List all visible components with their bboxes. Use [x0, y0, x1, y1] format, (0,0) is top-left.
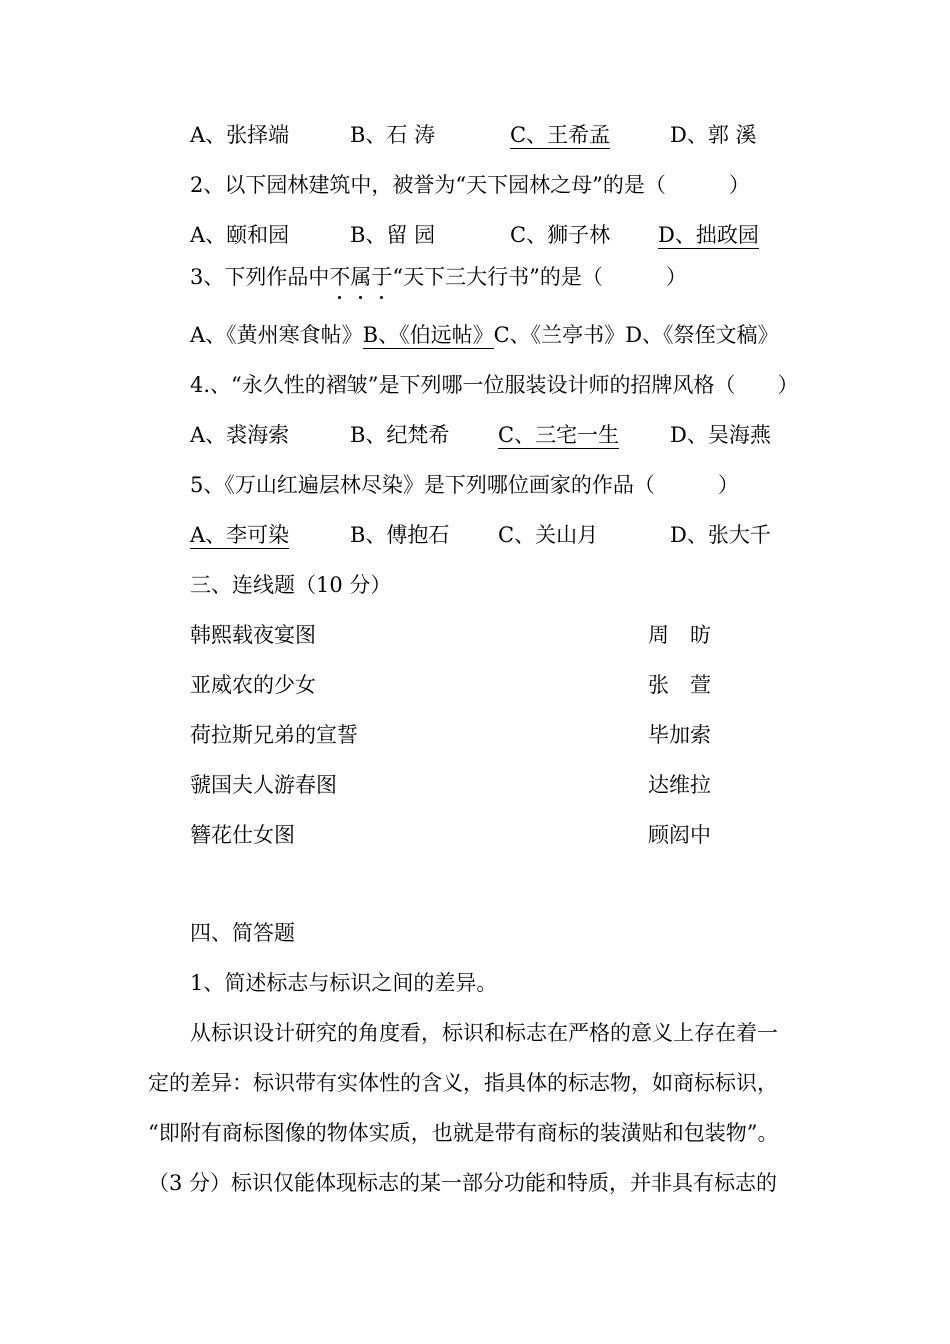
match-left-item: 簪花仕女图 [190, 823, 295, 847]
q3-option-d: D、《祭侄文稿》 [625, 323, 779, 347]
match-right-item: 张 萱 [648, 673, 711, 697]
answer-line: “即附有商标图像的物体实质，也就是带有商标的装潢贴和包装物”。 [148, 1121, 779, 1145]
answer-line: 定的差异：标识带有实体性的含义，指具体的标志物，如商标标识， [148, 1071, 778, 1095]
section4-question-1: 1、简述标志与标识之间的差异。 [190, 971, 498, 995]
q3-option-a: A、《黄州寒食帖》 [190, 323, 363, 347]
q3-stem-emphasis-text: 不属于 [329, 265, 393, 289]
q5-option-d: D、张大千 [670, 523, 771, 547]
q1-option-c [510, 120, 610, 150]
q1-option-d: D、郭 溪 [670, 123, 757, 147]
q3-stem [190, 262, 687, 292]
q1-option-b: B、石 涛 [350, 123, 436, 147]
match-left-item: 虢国夫人游春图 [190, 773, 337, 797]
q4-answer-underline: C、三宅一生 [498, 423, 620, 447]
q2-option-a: A、颐和园 [190, 223, 290, 247]
match-left-item: 韩熙载夜宴图 [190, 623, 316, 647]
emphasis-dot [380, 296, 383, 299]
match-right-item: 达维拉 [648, 773, 711, 797]
q3-stem-prefix: 3、下列作品中 [190, 265, 330, 289]
q3-stem-emphasis [329, 262, 392, 292]
q2-option-d [658, 220, 759, 250]
q4-option-d: D、吴海燕 [670, 423, 771, 447]
q4-stem: 4.、“永久性的褶皱”是下列哪一位服装设计师的招牌风格（ ） [190, 373, 799, 397]
match-right-item: 顾闳中 [648, 823, 711, 847]
match-left-item: 亚威农的少女 [190, 673, 316, 697]
q5-stem: 5、《万山红遍层林尽染》是下列哪位画家的作品（ ） [190, 473, 739, 497]
q3-option-c: C、《兰亭书》 [493, 323, 626, 347]
q1-option-a: A、张择端 [190, 123, 290, 147]
q2-stem: 2、以下园林建筑中，被誉为“天下园林之母”的是（ ） [190, 173, 750, 197]
answer-line: 从标识设计研究的角度看，标识和标志在严格的意义上存在着一 [190, 1021, 778, 1045]
section4-title: 四、简答题 [190, 921, 295, 945]
q4-option-b: B、纪梵希 [350, 423, 450, 447]
q5-option-b: B、傅抱石 [350, 523, 450, 547]
q3-stem-suffix: “天下三大行书”的是（ ） [392, 265, 687, 289]
q3-options [190, 320, 779, 350]
q4-option-a: A、裘海索 [190, 423, 290, 447]
match-right-item: 周 昉 [648, 623, 711, 647]
q2-answer-underline: D、拙政园 [658, 223, 759, 247]
emphasis-dot [338, 296, 341, 299]
match-right-item: 毕加索 [648, 723, 711, 747]
q5-answer-underline: A、李可染 [190, 523, 290, 547]
section3-title: 三、连线题（10 分） [190, 573, 392, 597]
q5-option-c: C、关山月 [498, 523, 599, 547]
answer-line: （3 分）标识仅能体现标志的某一部分功能和特质，并非具有标志的 [148, 1171, 778, 1195]
emphasis-dot [359, 296, 362, 299]
q4-option-c [498, 420, 619, 450]
match-left-item: 荷拉斯兄弟的宣誓 [190, 723, 358, 747]
q2-option-c: C、狮子林 [510, 223, 611, 247]
q5-option-a [190, 520, 289, 550]
q3-option-b: B、《伯远帖》 [362, 323, 494, 347]
q1-answer-underline: C、王希孟 [510, 123, 611, 147]
q2-option-b: B、留 园 [350, 223, 436, 247]
